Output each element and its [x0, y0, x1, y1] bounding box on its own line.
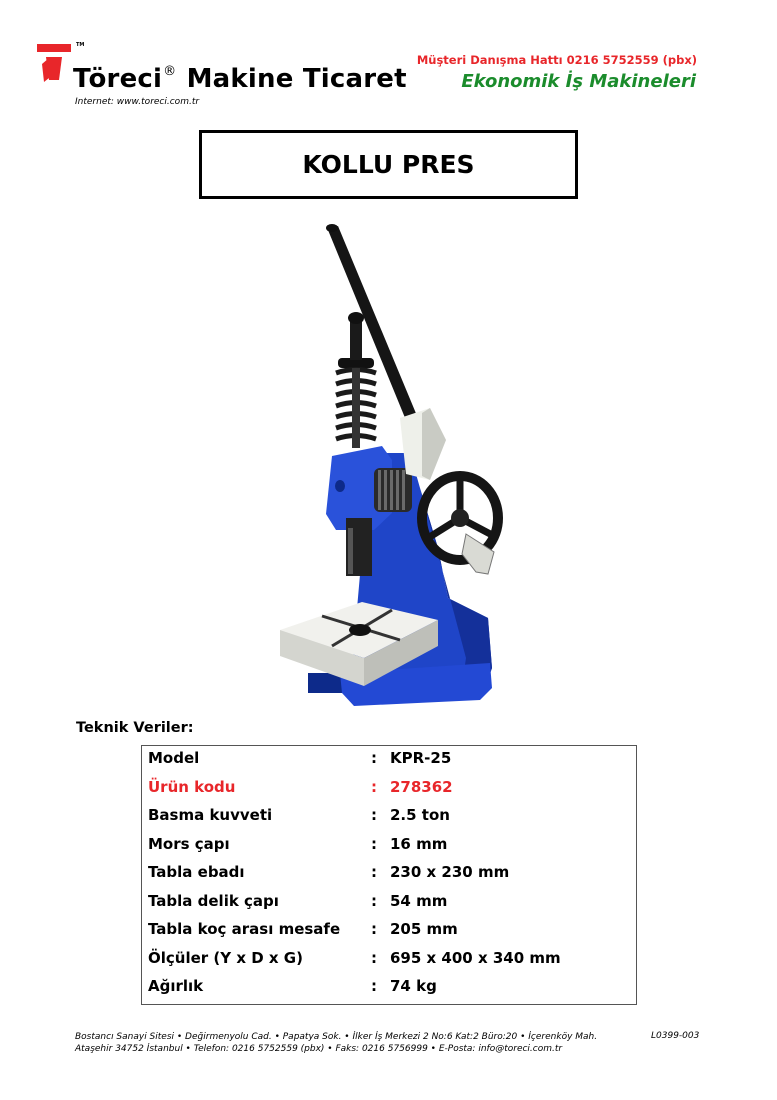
spec-row-table-hole-diameter — [142, 892, 636, 916]
hand-press-image — [270, 218, 510, 708]
spec-label: Model — [148, 749, 200, 767]
spec-separator: : — [371, 977, 377, 995]
spec-value: 695 x 400 x 340 mm — [390, 949, 561, 967]
document-code: L0399-003 — [651, 1031, 700, 1041]
spec-value: 205 mm — [390, 920, 458, 938]
spec-value: KPR-25 — [390, 749, 452, 767]
website-line: Internet: www.toreci.com.tr — [75, 97, 200, 107]
tagline: Ekonomik İş Makineleri — [461, 71, 696, 92]
company-name — [73, 64, 407, 94]
spec-label: Mors çapı — [148, 835, 230, 853]
brand-suffix: Makine Ticaret — [186, 64, 407, 94]
spec-value: 54 mm — [390, 892, 448, 910]
spec-label: Tabla koç arası mesafe — [148, 920, 341, 938]
spec-label: Basma kuvveti — [148, 806, 273, 824]
page-title: KOLLU PRES — [302, 150, 475, 179]
brand-name: Töreci — [73, 64, 163, 94]
spec-separator: : — [371, 892, 377, 910]
registered-mark: ® — [163, 64, 177, 79]
spec-label: Ağırlık — [148, 977, 204, 995]
spec-value: 74 kg — [390, 977, 437, 995]
spec-table — [141, 745, 637, 1005]
footer-line-1: Bostancı Sanayi Sitesi • Değirmenyolu Cad. • Papatya Sok. • İlker İş Merkezi 2 No:6 Kat:2 Büro:20 • İçerenköy Mah. — [75, 1032, 598, 1042]
spec-value: 2.5 ton — [390, 806, 450, 824]
spec-row-morse-diameter — [142, 835, 636, 859]
spec-separator: : — [371, 806, 377, 824]
spec-separator: : — [371, 835, 377, 853]
spec-separator: : — [371, 949, 377, 967]
spec-row-table-ram-distance — [142, 920, 636, 944]
spec-row-table-size — [142, 863, 636, 887]
spec-value: 278362 — [390, 778, 453, 796]
spec-separator: : — [371, 920, 377, 938]
toreci-logo-icon — [37, 44, 71, 84]
spec-row-press-force — [142, 806, 636, 830]
spec-row-dimensions — [142, 949, 636, 973]
specs-heading: Teknik Veriler: — [76, 720, 194, 736]
spec-label: Tabla delik çapı — [148, 892, 279, 910]
spec-value: 16 mm — [390, 835, 448, 853]
footer-line-2: Ataşehir 34752 İstanbul • Telefon: 0216 5752559 (pbx) • Faks: 0216 5756999 • E-Posta: info@toreci.com.tr — [75, 1044, 563, 1054]
title-box — [199, 130, 578, 199]
spec-row-product-code — [142, 778, 636, 802]
spec-value: 230 x 230 mm — [390, 863, 510, 881]
spec-row-weight — [142, 977, 636, 1001]
trademark-mark: TM — [76, 42, 85, 48]
spec-separator: : — [371, 749, 377, 767]
spec-label: Ürün kodu — [148, 778, 236, 796]
spec-label: Ölçüler (Y x D x G) — [148, 949, 303, 967]
spec-row-model — [142, 749, 636, 773]
spec-label: Tabla ebadı — [148, 863, 245, 881]
spec-separator: : — [371, 778, 377, 796]
spec-separator: : — [371, 863, 377, 881]
customer-hotline: Müşteri Danışma Hattı 0216 5752559 (pbx) — [416, 53, 697, 67]
footer-address — [75, 1031, 597, 1055]
